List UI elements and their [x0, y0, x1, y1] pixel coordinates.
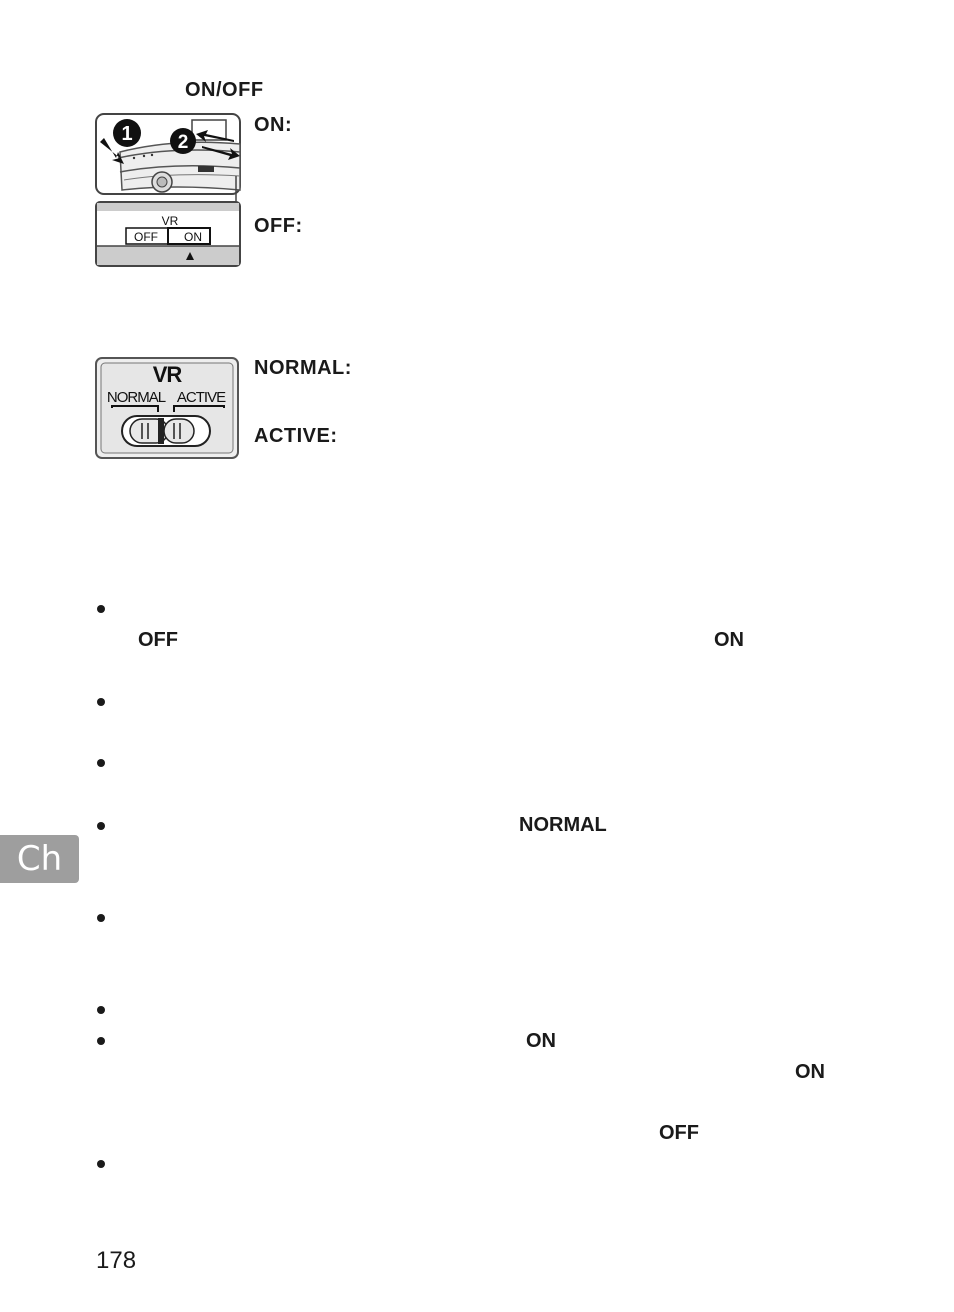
vr-onoff-heading: ON/OFF — [185, 79, 264, 101]
svg-text:OFF: OFF — [134, 230, 158, 244]
step-1-badge — [113, 119, 141, 147]
note-keyword-on: ON — [526, 1030, 556, 1052]
note-keyword-off: OFF — [659, 1122, 699, 1144]
svg-text:ON: ON — [184, 230, 202, 244]
page-number: 178 — [96, 1247, 137, 1274]
note-bullet — [97, 822, 105, 830]
note-bullet — [97, 605, 105, 613]
note-bullet — [97, 914, 105, 922]
note-keyword-on: ON — [714, 629, 744, 651]
svg-text:NORMAL: NORMAL — [106, 389, 166, 406]
svg-text:2: 2 — [177, 132, 189, 153]
step-2-badge — [170, 128, 196, 154]
note-keyword-normal: NORMAL — [519, 814, 607, 836]
vr-normal-label: NORMAL: — [254, 357, 352, 379]
note-keyword-off: OFF — [138, 629, 178, 651]
note-bullet — [97, 1160, 105, 1168]
vr-on-label: ON: — [254, 114, 293, 136]
chapter-tab: Ch — [0, 835, 79, 883]
vr-off-label: OFF: — [254, 215, 303, 237]
vr-active-label: ACTIVE: — [254, 425, 338, 447]
vr-switch-illustration — [94, 112, 244, 270]
note-bullet — [97, 759, 105, 767]
svg-text:VR: VR — [152, 362, 182, 387]
note-bullet — [97, 1037, 105, 1045]
note-keyword-on: ON — [795, 1061, 825, 1083]
note-bullet — [97, 1006, 105, 1014]
note-bullet — [97, 698, 105, 706]
vr-mode-switch-illustration — [94, 356, 242, 462]
svg-text:ACTIVE: ACTIVE — [176, 389, 226, 406]
svg-text:VR: VR — [161, 214, 179, 228]
svg-text:1: 1 — [121, 123, 133, 145]
